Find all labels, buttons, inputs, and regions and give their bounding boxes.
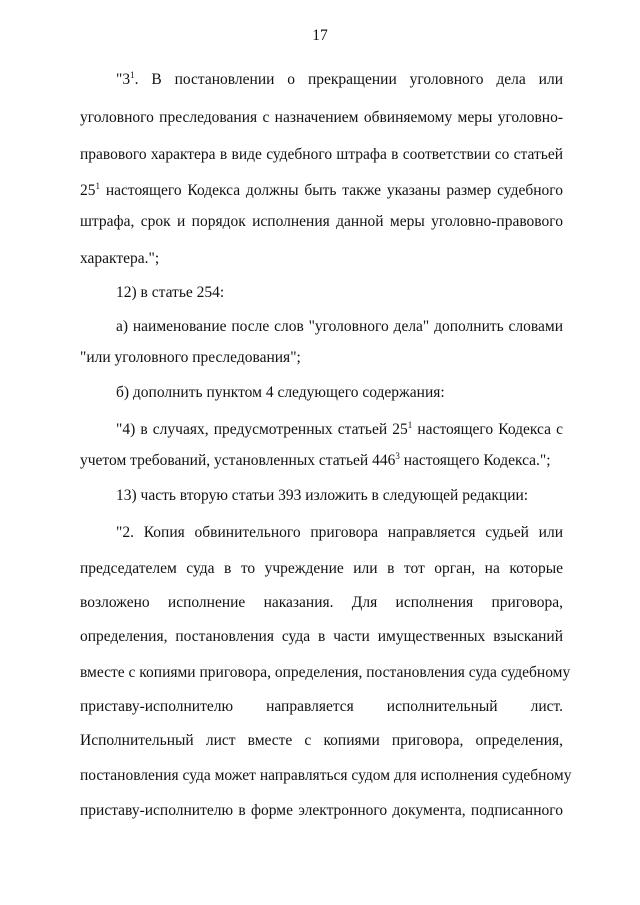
text: "3: [116, 71, 131, 88]
superscript: 3: [395, 451, 400, 461]
text: 25: [80, 182, 96, 199]
point-4-line: [116, 420, 563, 440]
text: настоящего Кодекса с: [412, 421, 563, 438]
superscript: 1: [95, 181, 100, 191]
paragraph-2-line: вместе с копиями приговора, определения, постановления суда судебному: [80, 664, 571, 681]
text: . В постановлении о прекращении уголовного дела или: [134, 71, 563, 88]
paragraph-3-1-line: характера.";: [80, 250, 160, 267]
text: настоящего Кодекса.";: [399, 452, 551, 469]
point-4-line: [80, 451, 563, 471]
page-number: 17: [312, 27, 328, 44]
paragraph-3-1-line: [80, 181, 563, 201]
superscript: 1: [407, 420, 413, 430]
text: настоящего Кодекса должны быть также указаны размер судебного: [100, 182, 563, 199]
item-13: 13) часть вторую статьи 393 изложить в следующей редакции:: [116, 487, 529, 504]
paragraph-3-1-line: уголовного преследования с назначением обвиняемому меры уголовно-: [80, 109, 563, 126]
text: "4) в случаях, предусмотренных статьей 25: [116, 421, 408, 438]
paragraph-3-1-line: правового характера в виде судебного штрафа в соответствии со статьей: [80, 146, 563, 163]
superscript: 1: [130, 70, 135, 80]
item-12: 12) в статье 254:: [116, 284, 225, 301]
paragraph-2-line: определения, постановления суда в части имущественных взысканий: [80, 628, 563, 645]
paragraph-2-line: "2. Копия обвинительного приговора направляется судьей или: [116, 524, 563, 541]
item-12a-line: "или уголовного преследования";: [80, 349, 301, 366]
paragraph-3-1-line: штрафа, срок и порядок исполнения данной меры уголовно-правового: [80, 213, 563, 230]
item-12b: б) дополнить пунктом 4 следующего содержания:: [116, 384, 445, 401]
paragraph-2-line: постановления суда может направляться судом для исполнения судебному: [80, 767, 572, 784]
paragraph-2-line: приставу-исполнителю направляется исполнительный лист.: [80, 698, 563, 715]
paragraph-3-1-line: [116, 70, 563, 90]
paragraph-2-line: возложено исполнение наказания. Для исполнения приговора,: [80, 594, 563, 611]
paragraph-2-line: председателем суда в то учреждение или в тот орган, на которые: [80, 560, 563, 577]
item-12a-line: а) наименование после слов "уголовного дела" дополнить словами: [116, 318, 563, 335]
paragraph-2-line: Исполнительный лист вместе с копиями приговора, определения,: [80, 732, 563, 749]
text: учетом требований, установленных статьей 446: [80, 452, 396, 469]
paragraph-2-line: приставу-исполнителю в форме электронного документа, подписанного: [80, 802, 563, 819]
